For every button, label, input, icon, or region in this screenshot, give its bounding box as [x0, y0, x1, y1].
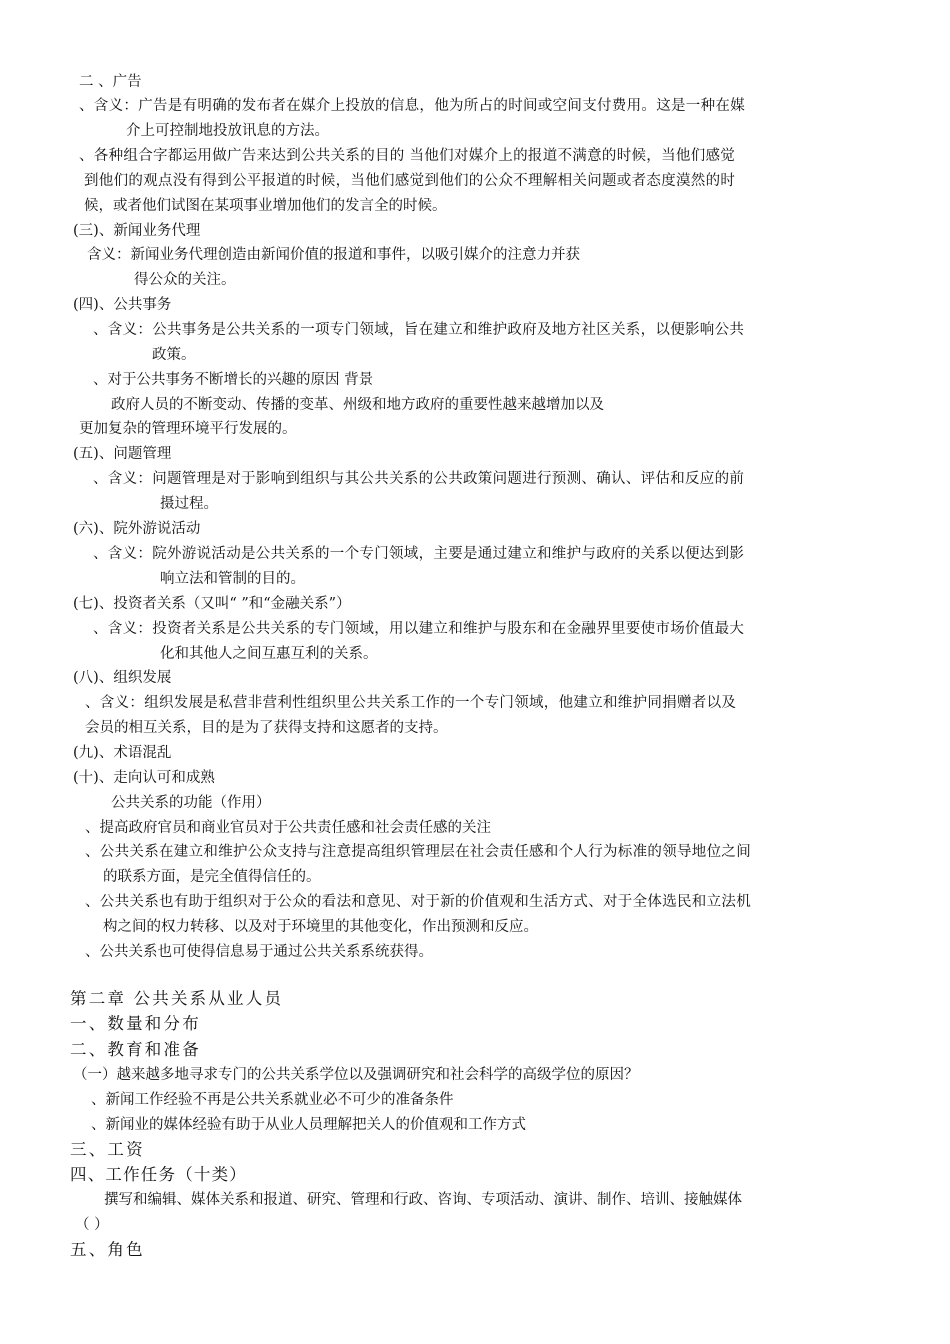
paragraph-line: 会员的相互关系，目的是为了获得支持和这愿者的支持。: [85, 720, 448, 736]
paragraph-line: 、含义：组织发展是私营非营利性组织里公共关系工作的一个专门领域，他建立和维护同捐赠者以及: [85, 695, 737, 711]
paragraph-line: 、含义：院外游说活动是公共关系的一个专门领域，主要是通过建立和维护与政府的关系以便达到影: [93, 546, 745, 562]
paragraph-line: 政策。: [152, 347, 196, 363]
paragraph-line: 的联系方面，是完全值得信任的。: [103, 869, 321, 885]
paragraph-line: 、新闻工作经验不再是公共关系就业必不可少的准备条件: [91, 1092, 454, 1108]
paragraph-line: 摄过程。: [160, 496, 218, 512]
section-heading: (六)、院外游说活动: [73, 521, 201, 537]
section-heading: 二、教育和准备: [70, 1040, 201, 1059]
paragraph-line: 、含义：问题管理是对于影响到组织与其公共关系的公共政策问题进行预测、确认、评估和反应的前: [93, 471, 745, 487]
paragraph-line: 更加复杂的管理环境平行发展的。: [79, 421, 297, 437]
paragraph-line: 、公共关系在建立和维护公众支持与注意提高组织管理层在社会责任感和个人行为标准的领导地位之间: [85, 844, 751, 860]
paragraph-line: 含义：新闻业务代理创造由新闻价值的报道和事件，以吸引媒介的注意力并获: [87, 247, 580, 263]
paragraph-line: 、公共关系也可使得信息易于通过公共关系系统获得。: [85, 944, 433, 960]
paragraph-line: 撰写和编辑、媒体关系和报道、研究、管理和行政、咨询、专项活动、演讲、制作、培训、接触媒体: [104, 1192, 742, 1208]
section-heading: 三、工资: [70, 1140, 145, 1159]
subsection-heading: （一）越来越多地寻求专门的公共关系学位以及强调研究和社会科学的高级学位的原因？: [73, 1067, 639, 1083]
paragraph-line: 、提高政府官员和商业官员对于公共责任感和社会责任感的关注: [85, 820, 491, 836]
section-heading: 五、角色: [70, 1240, 145, 1259]
section-heading: (八)、组织发展: [73, 670, 172, 686]
section-heading: (九)、术语混乱: [73, 745, 172, 761]
paragraph-line: 得公众的关注。: [134, 272, 236, 288]
section-heading: 一、数量和分布: [70, 1014, 201, 1033]
paragraph-line: 、新闻业的媒体经验有助于从业人员理解把关人的价值观和工作方式: [91, 1117, 526, 1133]
section-heading: (五)、问题管理: [73, 446, 172, 462]
paragraph-line: 、各种组合字都运用做广告来达到公共关系的目的 当他们对媒介上的报道不满意的时候，当他们感觉: [79, 148, 736, 164]
subsection-heading: 公共关系的功能（作用）: [111, 795, 271, 811]
section-heading: 四、工作任务（十类）: [70, 1165, 247, 1184]
paragraph-line: 介上可控制地投放讯息的方法。: [126, 123, 329, 139]
paragraph-line: 政府人员的不断变动、传播的变革、州级和地方政府的重要性越来越增加以及: [111, 397, 604, 413]
section-heading: (四)、公共事务: [73, 297, 172, 313]
paragraph-line: 、对于公共事务不断增长的兴趣的原因 背景: [93, 372, 374, 388]
paragraph-line: 、含义：投资者关系是公共关系的专门领域，用以建立和维护与股东和在金融界里要使市场价值最大: [93, 621, 745, 637]
paragraph-line: 候，或者他们试图在某项事业增加他们的发言全的时候。: [84, 198, 447, 214]
paragraph-line: 、公共关系也有助于组织对于公众的看法和意见、对于新的价值观和生活方式、对于全体选民和立法机: [85, 894, 751, 910]
paragraph-line: 构之间的权力转移、以及对于环境里的其他变化，作出预测和反应。: [103, 919, 538, 935]
section-heading: (十)、走向认可和成熟: [73, 770, 215, 786]
paragraph-line: 化和其他人之间互惠互利的关系。: [160, 646, 378, 662]
paragraph-line: 到他们的观点没有得到公平报道的时候，当他们感觉到他们的公众不理解相关问题或者态度漠然的时: [84, 173, 736, 189]
paragraph-line: （ ）: [75, 1217, 109, 1233]
paragraph-line: 、含义：广告是有明确的发布者在媒介上投放的信息，他为所占的时间或空间支付费用。这是一种在媒: [79, 98, 745, 114]
section-heading: (三)、新闻业务代理: [73, 223, 201, 239]
section-heading-advertising: 二 、广告: [79, 74, 142, 90]
paragraph-line: 、含义：公共事务是公共关系的一项专门领域，旨在建立和维护政府及地方社区关系，以便影响公共: [93, 322, 745, 338]
section-heading: (七)、投资者关系（又叫“ ”和“金融关系”）: [73, 596, 351, 612]
paragraph-line: 响立法和管制的目的。: [160, 571, 305, 587]
chapter-heading: 第二章 公共关系从业人员: [70, 989, 284, 1008]
